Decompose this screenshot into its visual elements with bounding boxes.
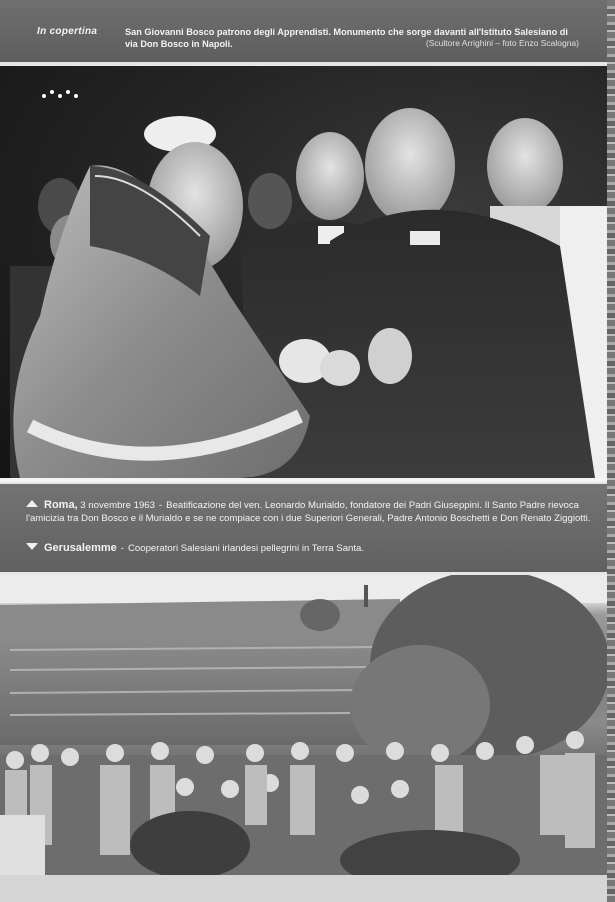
triangle-up-icon	[26, 500, 38, 507]
photo-caption-band	[0, 482, 607, 576]
photo-papal-audience	[0, 66, 607, 478]
photo-pilgrims-jerusalem-image	[0, 575, 607, 902]
caption-rome-place: Roma,	[44, 499, 78, 511]
caption-rome-date: 3 novembre 1963	[80, 500, 155, 511]
cover-caption-band	[0, 0, 607, 66]
cover-photo-credit: (Scultore Arrighini – foto Enzo Scalogna)	[425, 38, 579, 48]
photo-papal-audience-image	[0, 66, 607, 478]
caption-rome-text: Beatificazione del ven. Leonardo Murialdo, fondatore dei Padri Giuseppini. Il Santo Padre rievoca l'amicizia tra Don Bosco e il Murialdo e se ne compiace con i due Superiori Generali, Padre Antonio Boschetti e Don Renato Ziggiotti.	[26, 500, 591, 524]
caption-jerusalem-place: Gerusalemme	[44, 542, 117, 554]
caption-rome: Roma, 3 novembre 1963 - Beatificazione del ven. Leonardo Murialdo, fondatore dei Padri Giuseppini. Il Santo Padre rievoca l'amicizia tra Don Bosco e il Murialdo e se ne compiace con i due Superiori Generali, Padre Antonio Boschetti e Don Renato Ziggiotti.	[26, 499, 591, 524]
photo-pilgrims-jerusalem	[0, 575, 607, 902]
page-binding-edge	[607, 0, 615, 902]
caption-jerusalem: Gerusalemme - Cooperatori Salesiani irlandesi pellegrini in Terra Santa.	[26, 542, 591, 556]
cover-caption-text: San Giovanni Bosco patrono degli Apprendisti. Monumento che sorge davanti all'Istituto Salesiano di via Don Bosco in Napoli.	[125, 27, 568, 49]
triangle-down-icon	[26, 543, 38, 550]
caption-jerusalem-text: Cooperatori Salesiani irlandesi pellegrini in Terra Santa.	[127, 543, 365, 554]
cover-label: In copertina	[37, 26, 98, 37]
